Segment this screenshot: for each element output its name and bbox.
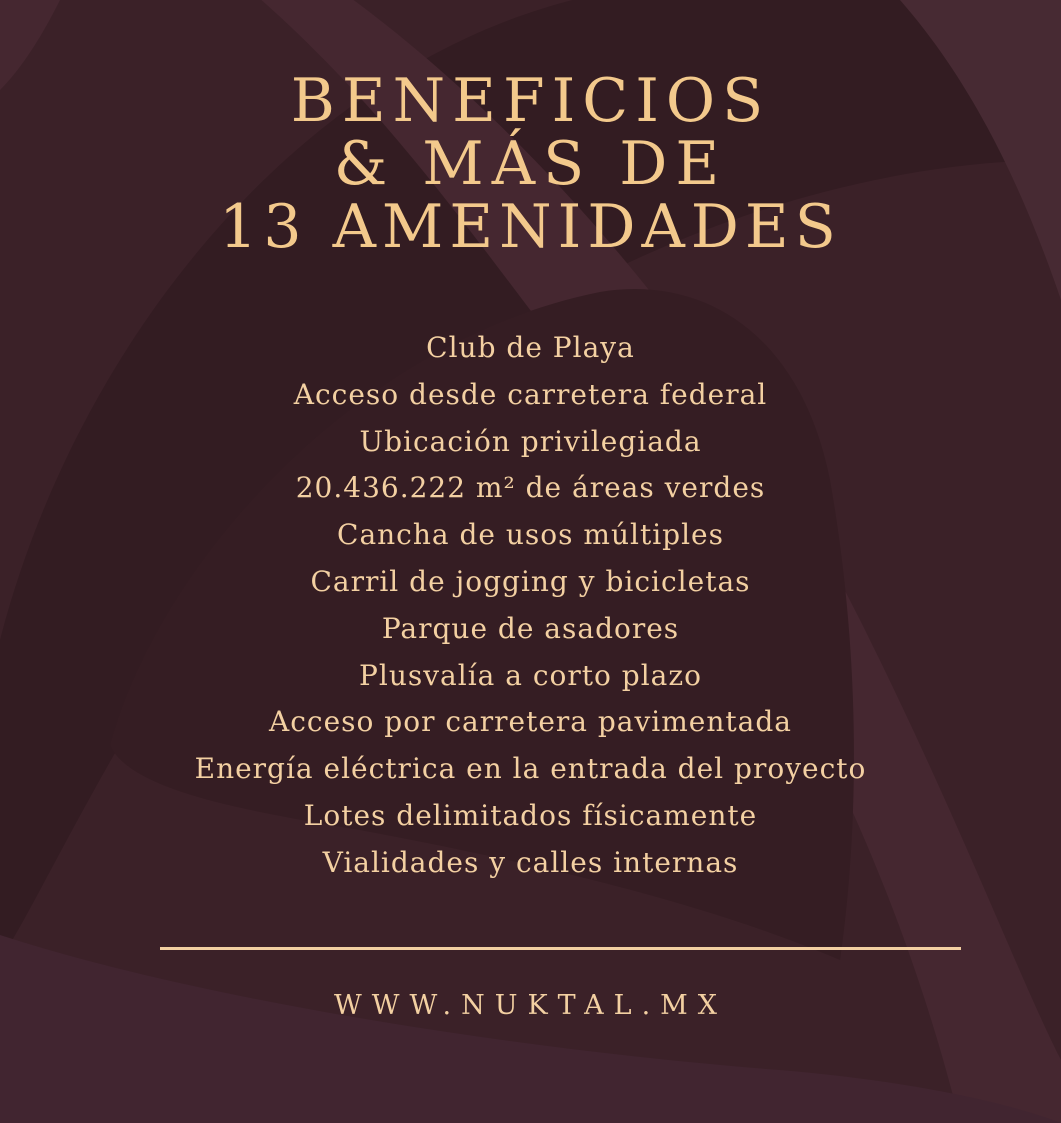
amenity-item: Cancha de usos múltiples: [337, 518, 724, 552]
headline-line-3: 13 AMENIDADES: [219, 192, 842, 262]
amenity-item: Ubicación privilegiada: [359, 424, 702, 458]
amenity-item: 20.436.222 m² de áreas verdes: [295, 471, 766, 505]
amenity-item: Parque de asadores: [381, 611, 680, 645]
headline: [0, 66, 1061, 262]
amenities-list: [0, 325, 1061, 887]
amenity-item: Club de Playa: [426, 331, 635, 364]
amenity-item: Acceso desde carretera federal: [293, 377, 768, 411]
divider-line: [160, 947, 961, 950]
amenity-item: Lotes delimitados físicamente: [303, 798, 758, 832]
amenity-item: Carril de jogging y bicicletas: [310, 564, 751, 598]
amenity-item: Acceso por carretera pavimentada: [269, 705, 792, 739]
website-url: WWW.NUKTAL.MX: [333, 990, 728, 1021]
amenity-item: Energía eléctrica en la entrada del proyecto: [194, 752, 867, 786]
amenity-item: Plusvalía a corto plazo: [359, 658, 702, 692]
headline-line-1: BENEFICIOS: [290, 66, 771, 136]
headline-line-2: & MÁS DE: [333, 129, 728, 199]
amenity-item: Vialidades y calles internas: [322, 845, 739, 879]
